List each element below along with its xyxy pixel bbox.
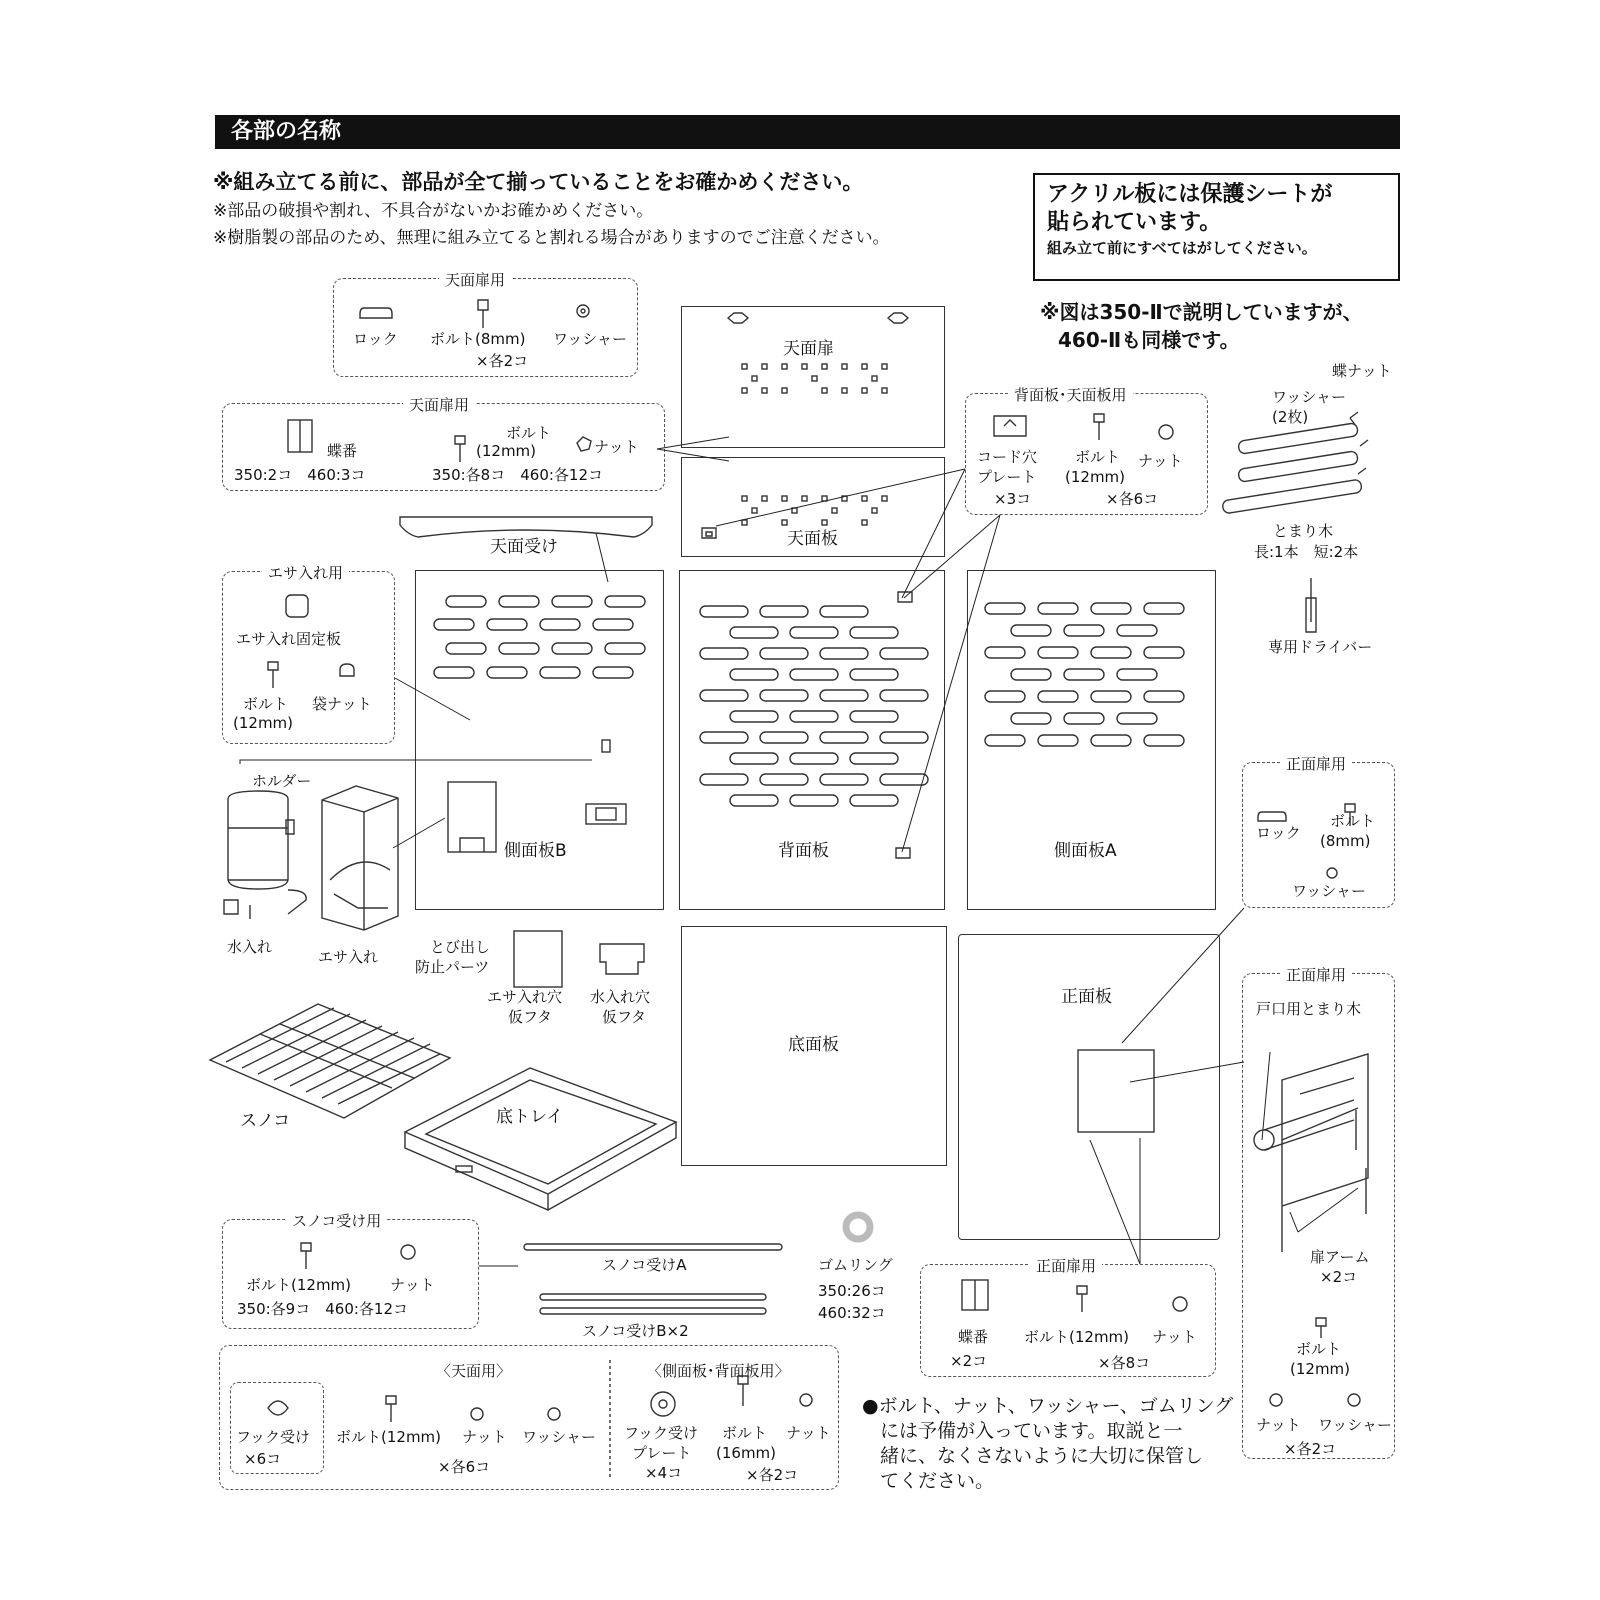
feeder-bolt-l1: ボルト: [243, 695, 289, 713]
spares-note: [862, 1394, 1233, 1494]
spares-line1: ●ボルト、ナット、ワッシャー、ゴムリング: [862, 1395, 1234, 1417]
front-bolt8-l2: (8mm): [1320, 832, 1371, 850]
front-bolt8-l1: ボルト: [1330, 812, 1376, 830]
grid-support-a-label: スノコ受けA: [602, 1256, 687, 1274]
bolt16-qty: ×各2コ: [746, 1466, 799, 1484]
front-door-arm-box-title: 正面扉用: [1280, 964, 1352, 985]
tray-label: 底トレイ: [496, 1107, 564, 1127]
cord-plate-label-l2: プレート: [977, 468, 1037, 486]
top-door-panel: [681, 306, 945, 448]
hook-washer-label: ワッシャー: [522, 1428, 596, 1446]
door-perch-label: 戸口用とまり木: [1256, 1000, 1362, 1018]
side-b-label: 側面板B: [504, 841, 567, 861]
back-top-bolt-l2: (12mm): [1065, 468, 1126, 486]
feeder-cover-l2: 仮フタ: [508, 1008, 552, 1026]
hook-plate-qty: ×4コ: [645, 1464, 683, 1482]
model-note: [1040, 298, 1363, 354]
hook-label: フック受け: [236, 1428, 310, 1446]
perch-label: とまり木: [1273, 522, 1334, 540]
guard-label-l2: 防止パーツ: [415, 958, 490, 976]
door-arm-qty: ×各2コ: [1284, 1440, 1337, 1458]
front-hinge-nut-label: ナット: [1152, 1328, 1197, 1346]
guard-label-l1: とび出し: [430, 938, 491, 956]
front-hinge-label: 蝶番: [958, 1328, 989, 1346]
door-bolt-l2: (12mm): [1290, 1360, 1351, 1378]
feeder-plate-label: エサ入れ固定板: [236, 630, 342, 648]
side-a-label: 側面板A: [1054, 841, 1117, 861]
model-note-line1: ※図は350-Ⅱで説明していますが、: [1040, 300, 1363, 324]
side-back-use-title: 〈側面板･背面板用〉: [647, 1362, 790, 1380]
door-arm-l1: 扉アーム: [1310, 1248, 1370, 1266]
perch-washer-l2: (2枚): [1272, 408, 1309, 426]
hook-bolt-label: ボルト(12mm): [336, 1428, 442, 1446]
back-top-qty: ×各6コ: [1106, 490, 1159, 508]
bolt16-l2: (16mm): [716, 1444, 777, 1462]
bottom-label: 底面板: [788, 1035, 839, 1055]
cord-plate-label-l1: コード穴: [977, 448, 1038, 466]
front-door-lock-box-title: 正面扉用: [1280, 753, 1352, 774]
top-receiver-label: 天面受け: [490, 537, 558, 557]
spares-line2: には予備が入っています。取説と一: [880, 1420, 1183, 1442]
water-label: 水入れ: [227, 938, 273, 956]
back-label: 背面板: [778, 841, 829, 861]
feeder-label: エサ入れ: [318, 948, 379, 966]
model-note-line2: 460-Ⅱも同様です。: [1058, 328, 1240, 352]
front-hinge-qty: ×2コ: [950, 1352, 988, 1370]
top-panel-label: 天面板: [787, 529, 838, 549]
grid-support-b-label: スノコ受けB×2: [582, 1322, 689, 1340]
hook-plate-l2: プレート: [632, 1444, 692, 1462]
note-damage: ※部品の破損や割れ、不具合がないかお確かめください。: [213, 201, 654, 221]
driver-label: 専用ドライバー: [1268, 638, 1373, 656]
top-door-hinge-qty: 350:2コ 460:3コ: [234, 466, 366, 484]
protective-sheet-warning: [1033, 173, 1400, 281]
top-door-bolt-qty: 350:各8コ 460:各12コ: [432, 466, 603, 484]
front-washer-label: ワッシャー: [1292, 882, 1366, 900]
grid-label: スノコ: [240, 1111, 291, 1131]
front-hinge-box-title: 正面扉用: [1030, 1255, 1102, 1276]
back-top-nut: ナット: [1138, 452, 1183, 470]
grid-qty: 350:各9コ 460:各12コ: [237, 1300, 408, 1318]
warning-line2: 貼られています。: [1047, 210, 1222, 235]
front-label: 正面板: [1061, 987, 1112, 1007]
note-main: ※組み立てる前に、部品が全て揃っていることをお確かめください。: [213, 170, 864, 194]
bolt16-l1: ボルト: [722, 1424, 768, 1442]
door-washer-label: ワッシャー: [1318, 1416, 1392, 1434]
top-door-bolt8-label: ボルト(8mm): [430, 330, 526, 348]
top-door-bolt12-label-l1: ボルト: [506, 424, 552, 442]
front-panel: [958, 934, 1220, 1240]
hook-plate-l1: フック受け: [624, 1424, 698, 1442]
hook-qty: ×6コ: [244, 1450, 282, 1468]
back-top-box-title: 背面板･天面板用: [1008, 384, 1133, 405]
perch-washer-l1: ワッシャー: [1272, 388, 1346, 406]
water-cover-l2: 仮フタ: [602, 1008, 646, 1026]
rubber-ring-qty460: 460:32コ: [818, 1304, 886, 1322]
grid-support-box-title: スノコ受け用: [286, 1210, 387, 1231]
water-cover-l1: 水入れ穴: [590, 988, 651, 1006]
front-door-arm-box: [1242, 973, 1395, 1459]
warning-line1: アクリル板には保護シートが: [1047, 182, 1333, 207]
top-door-lock-label: ロック: [353, 330, 398, 348]
top-door-lock-qty: ×各2コ: [476, 352, 529, 370]
wing-nut-label: 蝶ナット: [1332, 362, 1392, 380]
top-door-washer-label: ワッシャー: [553, 330, 627, 348]
grid-nut-label: ナット: [390, 1276, 435, 1294]
top-door-hinge-box-title: 天面扉用: [403, 394, 475, 415]
section-header: 各部の名称: [215, 115, 1400, 149]
door-nut-label: ナット: [1256, 1416, 1301, 1434]
perch-qty: 長:1本 短:2本: [1254, 543, 1359, 561]
feeder-box-title: エサ入れ用: [262, 562, 349, 583]
cap-nut-label: 袋ナット: [312, 695, 372, 713]
cord-plate-qty: ×3コ: [994, 490, 1032, 508]
top-use-title: 〈天面用〉: [436, 1362, 512, 1380]
holder-label: ホルダー: [252, 772, 312, 790]
feeder-bolt-l2: (12mm): [233, 714, 294, 732]
front-lock-label: ロック: [1256, 824, 1301, 842]
note-resin: ※樹脂製の部品のため、無理に組み立てると割れる場合がありますのでご注意ください。: [213, 228, 890, 248]
spares-line4: てください。: [880, 1470, 995, 1492]
feeder-cover-l1: エサ入れ穴: [487, 988, 563, 1006]
top-door-lock-box-title: 天面扉用: [439, 269, 511, 290]
top-door-nut-label: ナット: [594, 438, 639, 456]
hook-hardware-qty: ×各6コ: [438, 1458, 491, 1476]
door-arm-l2: ×2コ: [1320, 1268, 1358, 1286]
front-hinge-bolt-qty: ×各8コ: [1098, 1354, 1151, 1372]
spares-line3: 緒に、なくさないように大切に保管し: [880, 1445, 1204, 1467]
warning-line3: 組み立て前にすべてはがしてください。: [1047, 239, 1317, 257]
top-door-label: 天面扉: [783, 339, 834, 359]
rubber-ring-qty350: 350:26コ: [818, 1282, 886, 1300]
top-door-hinge-label: 蝶番: [327, 442, 358, 460]
front-hinge-bolt-label: ボルト(12mm): [1024, 1328, 1130, 1346]
top-door-bolt12-label-l2: (12mm): [476, 442, 537, 460]
rubber-ring-label: ゴムリング: [818, 1256, 893, 1274]
bolt16-nut-label: ナット: [786, 1424, 831, 1442]
door-bolt-l1: ボルト: [1296, 1340, 1342, 1358]
grid-bolt-label: ボルト(12mm): [246, 1276, 352, 1294]
back-top-bolt-l1: ボルト: [1075, 448, 1121, 466]
hook-nut-label: ナット: [462, 1428, 507, 1446]
